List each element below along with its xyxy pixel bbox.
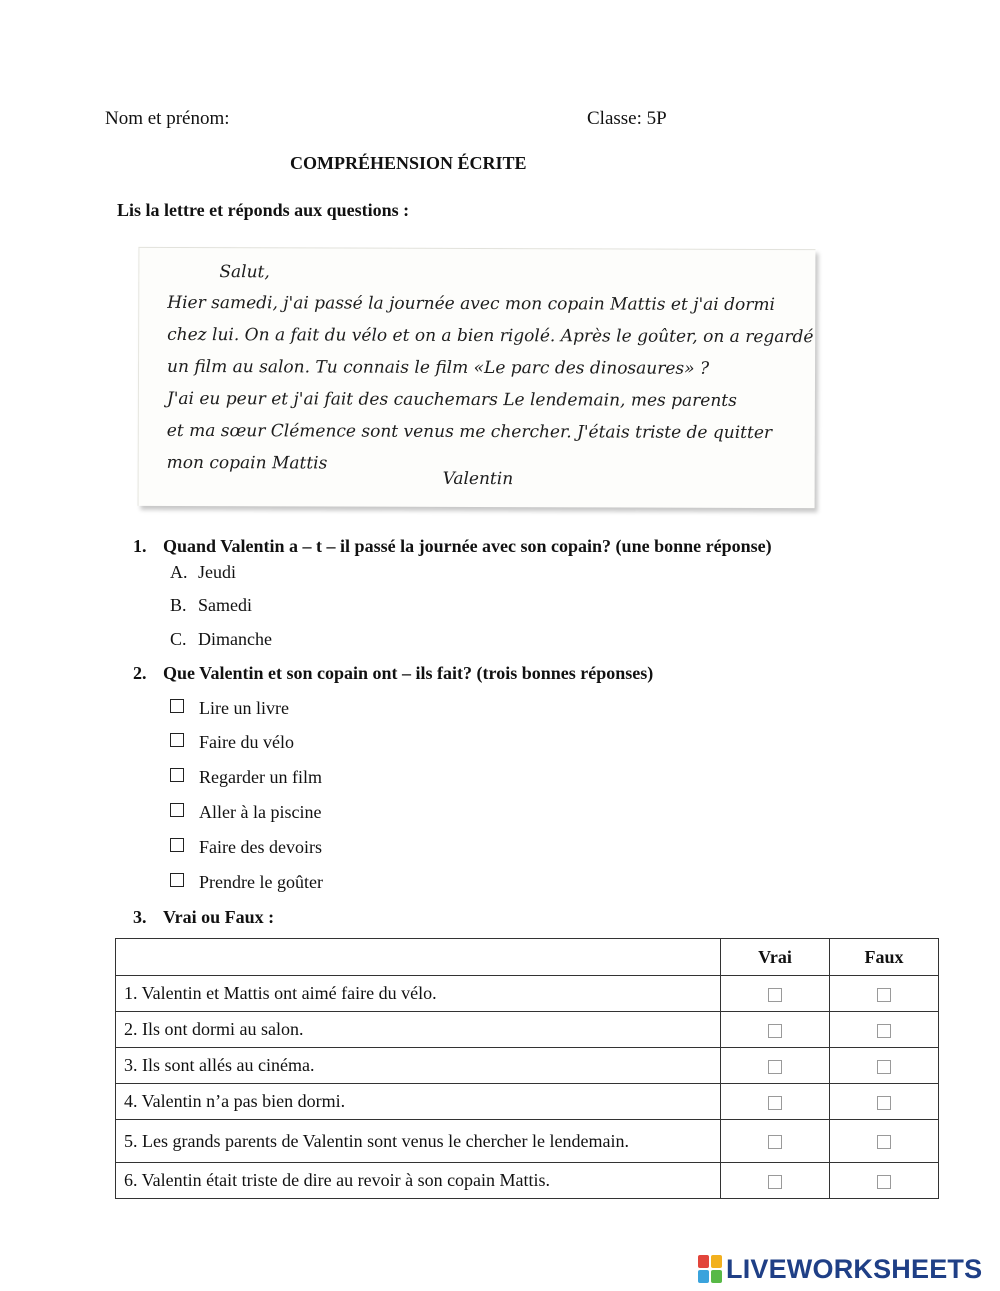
faux-header: Faux: [830, 939, 939, 976]
statement: 5. Les grands parents de Valentin sont venus le chercher le lendemain.: [116, 1120, 721, 1163]
logo-square: [711, 1270, 722, 1283]
letter-greeting: Salut,: [219, 262, 270, 283]
q2-option[interactable]: [170, 872, 323, 893]
option-label: Jeudi: [198, 562, 236, 582]
faux-cell: [830, 1048, 939, 1084]
handwritten-letter: [138, 247, 816, 508]
letter-signature: Valentin: [442, 468, 514, 490]
option-label: Regarder un film: [199, 767, 322, 787]
faux-checkbox[interactable]: [877, 1175, 891, 1189]
letter-line: Hier samedi, j'ai passé la journée avec mon copain Mattis et j'ai dormi: [167, 292, 775, 316]
table-row: [116, 1163, 939, 1199]
vrai-checkbox[interactable]: [768, 988, 782, 1002]
statement: 1. Valentin et Mattis ont aimé faire du vélo.: [116, 976, 721, 1012]
q2-option[interactable]: [170, 767, 322, 788]
statement: 2. Ils ont dormi au salon.: [116, 1012, 721, 1048]
vrai-checkbox[interactable]: [768, 1175, 782, 1189]
faux-cell: [830, 976, 939, 1012]
vrai-checkbox[interactable]: [768, 1135, 782, 1149]
true-false-table: [115, 938, 939, 1199]
option-label: Faire du vélo: [199, 732, 294, 752]
option-marker: B.: [170, 595, 187, 615]
letter-line: un film au salon. Tu connais le film «Le parc des dinosaures» ?: [167, 356, 710, 379]
option-label: Samedi: [198, 595, 252, 615]
class-label: Classe: 5P: [587, 108, 667, 129]
letter-line: et ma sœur Clémence sont venus me chercher. J'étais triste de quitter: [166, 420, 773, 444]
faux-cell: [830, 1163, 939, 1199]
vrai-cell: [721, 1048, 830, 1084]
option-label: Dimanche: [198, 629, 272, 649]
question-number: 2.: [133, 663, 147, 683]
vrai-cell: [721, 1084, 830, 1120]
table-row: [116, 1048, 939, 1084]
faux-cell: [830, 1012, 939, 1048]
checkbox[interactable]: [170, 768, 184, 782]
vrai-cell: [721, 1012, 830, 1048]
q2-option[interactable]: [170, 837, 322, 858]
instruction: Lis la lettre et réponds aux questions :: [117, 200, 410, 220]
vrai-cell: [721, 976, 830, 1012]
logo-text: LIVEWORKSHEETS: [726, 1253, 983, 1284]
question-1-title: [133, 536, 772, 557]
faux-cell: [830, 1120, 939, 1163]
vrai-cell: [721, 1120, 830, 1163]
faux-checkbox[interactable]: [877, 1060, 891, 1074]
option-marker: C.: [170, 629, 187, 649]
q2-option[interactable]: [170, 698, 289, 719]
name-label: Nom et prénom:: [105, 108, 230, 129]
vrai-checkbox[interactable]: [768, 1096, 782, 1110]
vrai-header: Vrai: [721, 939, 830, 976]
letter-line: J'ai eu peur et j'ai fait des cauchemars Le lendemain, mes parents: [166, 388, 737, 411]
option-marker: A.: [170, 562, 188, 582]
vrai-cell: [721, 1163, 830, 1199]
option-label: Aller à la piscine: [199, 802, 322, 822]
statement-header: [116, 939, 721, 976]
statement: 3. Ils sont allés au cinéma.: [116, 1048, 721, 1084]
letter-line: mon copain Mattis: [166, 452, 328, 474]
page-title: COMPRÉHENSION ÉCRITE: [290, 153, 527, 173]
table-header-row: [116, 939, 939, 976]
letter-line: chez lui. On a fait du vélo et on a bien rigolé. Après le goûter, on a regardé: [167, 324, 814, 348]
question-text: Que Valentin et son copain ont – ils fait? (trois bonnes réponses): [163, 663, 654, 683]
statement: 4. Valentin n’a pas bien dormi.: [116, 1084, 721, 1120]
logo-square: [698, 1270, 709, 1283]
question-3-title: [133, 907, 274, 928]
q1-option-c[interactable]: [170, 629, 272, 650]
option-label: Prendre le goûter: [199, 872, 323, 892]
question-2-title: [133, 663, 653, 684]
logo-badge-icon: [698, 1255, 722, 1283]
vrai-checkbox[interactable]: [768, 1024, 782, 1038]
faux-checkbox[interactable]: [877, 1135, 891, 1149]
table-row: [116, 976, 939, 1012]
table-row: [116, 1084, 939, 1120]
option-label: Faire des devoirs: [199, 837, 322, 857]
statement: 6. Valentin était triste de dire au revoir à son copain Mattis.: [116, 1163, 721, 1199]
question-number: 3.: [133, 907, 147, 927]
q2-option[interactable]: [170, 802, 321, 823]
checkbox[interactable]: [170, 873, 184, 887]
logo-square: [711, 1255, 722, 1268]
checkbox[interactable]: [170, 838, 184, 852]
q1-option-a[interactable]: [170, 562, 236, 583]
option-label: Lire un livre: [199, 698, 289, 718]
vrai-checkbox[interactable]: [768, 1060, 782, 1074]
faux-checkbox[interactable]: [877, 988, 891, 1002]
faux-checkbox[interactable]: [877, 1096, 891, 1110]
question-text: Quand Valentin a – t – il passé la journée avec son copain? (une bonne réponse): [163, 536, 772, 556]
faux-checkbox[interactable]: [877, 1024, 891, 1038]
checkbox[interactable]: [170, 733, 184, 747]
checkbox[interactable]: [170, 803, 184, 817]
question-number: 1.: [133, 536, 147, 556]
logo-square: [698, 1255, 709, 1268]
checkbox[interactable]: [170, 699, 184, 713]
table-row: [116, 1120, 939, 1163]
q1-option-b[interactable]: [170, 595, 252, 616]
table-row: [116, 1012, 939, 1048]
q2-option[interactable]: [170, 732, 294, 753]
liveworksheets-logo: [698, 1254, 982, 1284]
faux-cell: [830, 1084, 939, 1120]
question-text: Vrai ou Faux :: [163, 907, 275, 927]
